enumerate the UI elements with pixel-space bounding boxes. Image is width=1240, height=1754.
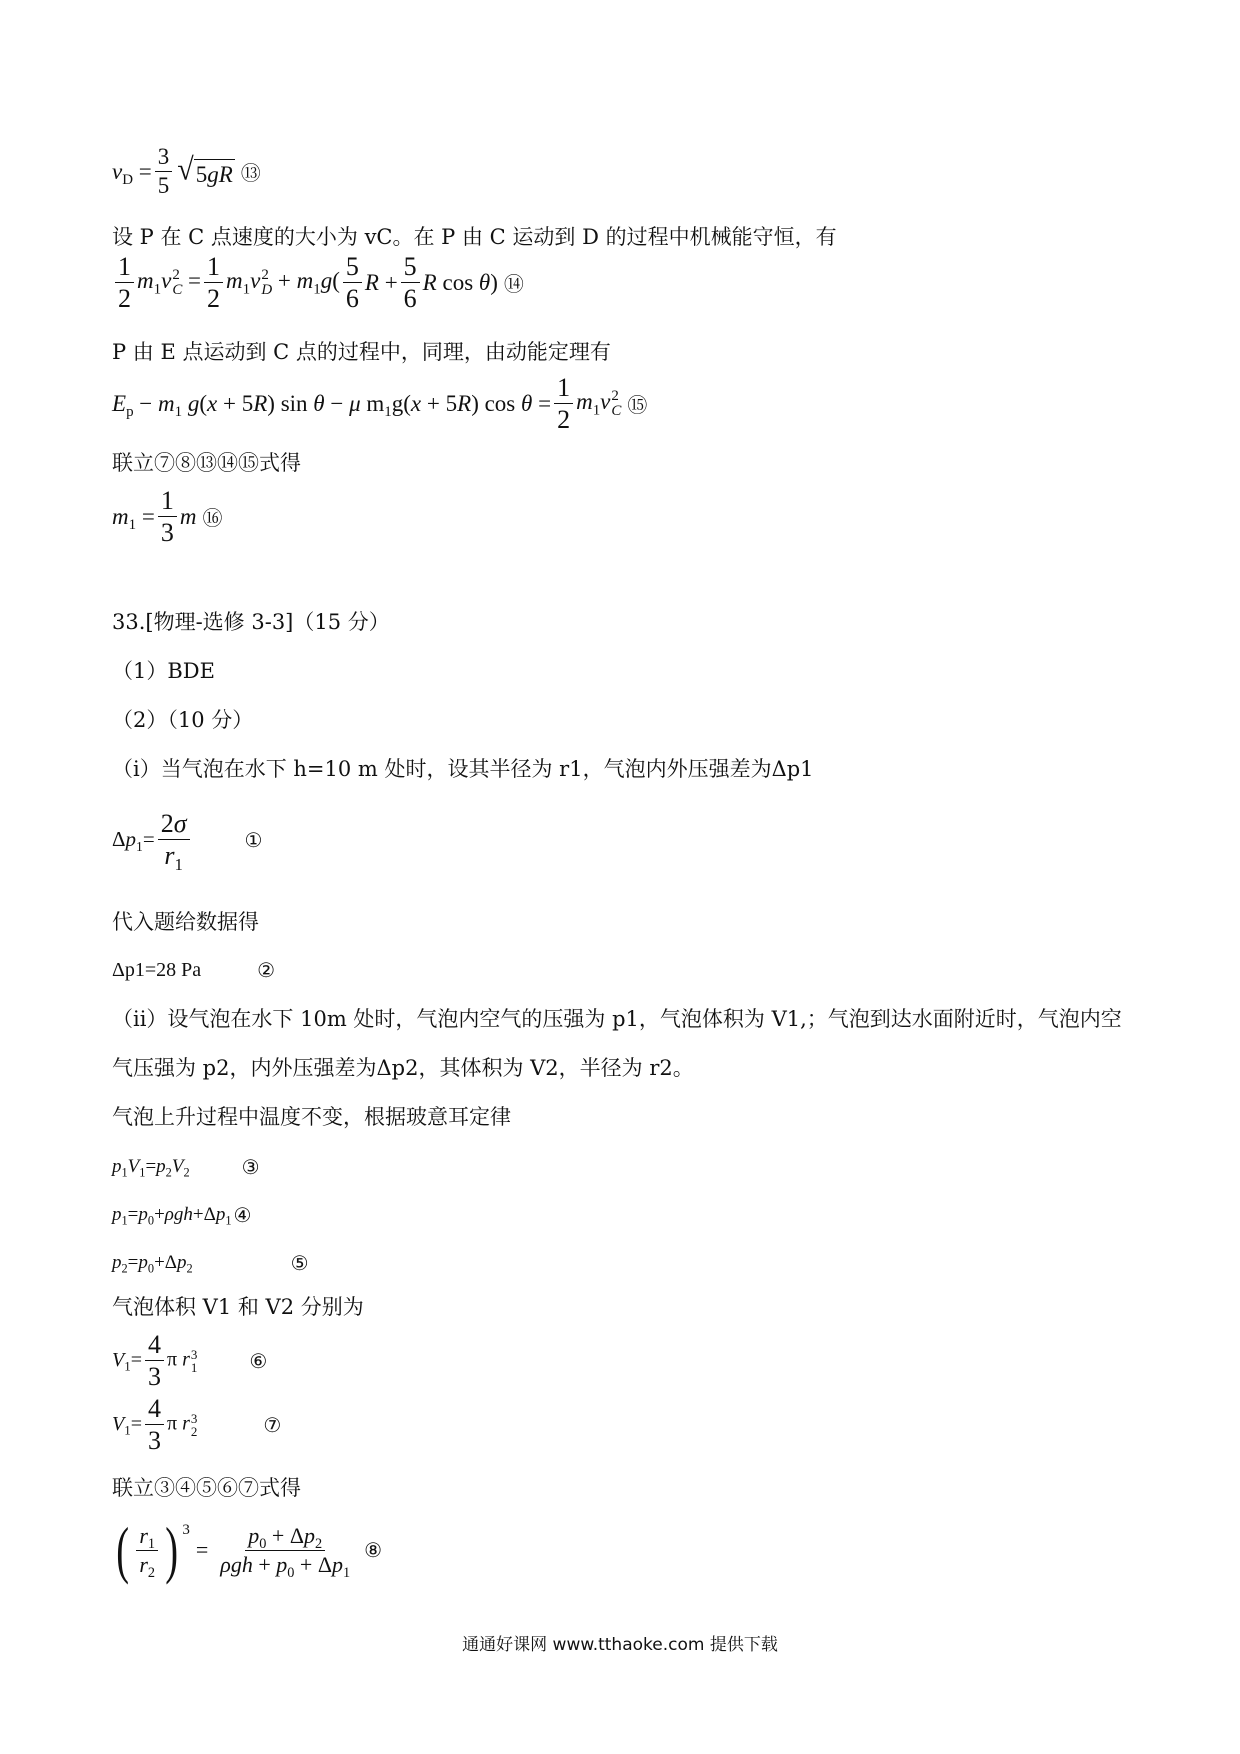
equation-ratio: ( $\frac{r_1}{r_2}$ ) 3 = $\frac{p_0 + \Delta p_2}{\rho gh + p_0 + \Delta p_1}$ ⑧ <box>116 1514 383 1585</box>
equation-energy-conservation: $\frac{1}{2}$ $m_1v$ 2 C = $\frac{1}{2}$ $m_1v$ 2 D + $m_1g$( $\frac{5}{6}$ R + $\frac{5}{6}$ R cos θ) ⑭ <box>112 253 524 313</box>
equation-p1: $p_1=p_0+\rho gh+\Delta p_1$ ④ <box>112 1203 252 1228</box>
text-line-2: P 由 E 点运动到 C 点的过程中，同理，由动能定理有 <box>112 340 611 364</box>
section-heading-33: 33.[物理-选修 3-3]（15 分） <box>112 610 390 634</box>
eq-number-6: ⑥ <box>249 1348 268 1373</box>
footer-credit: 通通好课网 www.tthaoke.com 提供下载 <box>462 1635 778 1655</box>
equation-m1: $m_1$ = $\frac{1}{3}$ m ⑯ <box>112 486 223 548</box>
text-line-ii-b: 气压强为 p2，内外压强差为Δp2，其体积为 V2，半径为 r2。 <box>112 1056 694 1080</box>
answer-part-2-heading: （2）（10 分） <box>112 708 254 732</box>
equation-vd: $v_D$ = $\frac{3}{5}$ √ 5gR ⑬ <box>112 144 261 199</box>
equation-boyle: $p_1V_1=p_2V_2$ ③ <box>112 1155 260 1180</box>
eq-number-14: ⑭ <box>503 272 524 297</box>
text-line-i: （i）当气泡在水下 h=10 m 处时，设其半径为 r1，气泡内外压强差为Δp1 <box>112 757 814 781</box>
equation-v1: $V_1=$ $\frac{4}{3}$ π r 3 1 ⑥ <box>112 1330 268 1392</box>
text-line-ii-a: （ii）设气泡在水下 10m 处时，气泡内空气的压强为 p1，气泡体积为 V1,；气泡到达水面附近时，气泡内空 <box>112 1007 1122 1031</box>
eq-number-3: ③ <box>241 1155 260 1179</box>
text-line-3: 联立⑦⑧⑬⑭⑮式得 <box>112 451 301 475</box>
text-line-volumes: 气泡体积 V1 和 V2 分别为 <box>112 1295 364 1319</box>
text-line-1: 设 P 在 C 点速度的大小为 vC。在 P 由 C 运动到 D 的过程中机械能守恒，有 <box>112 225 837 249</box>
equation-work-energy: $E_p - m_1$ g(x + 5R) sin θ − μ $m_1g(x + 5R)$ cos θ = $\frac{1}{2}$ $m_1v$ 2 C ⑮ <box>112 373 648 435</box>
text-line-boyle: 气泡上升过程中温度不变，根据玻意耳定律 <box>112 1105 511 1129</box>
eq-number-15: ⑮ <box>627 393 648 418</box>
eq-number-1: ① <box>244 827 263 852</box>
eq-number-5: ⑤ <box>290 1251 309 1275</box>
equation-v2: $V_1=$ $\frac{4}{3}$ π r 3 2 ⑦ <box>112 1394 282 1456</box>
equation-delta-p1-value <box>112 958 275 982</box>
text-line-substitute: 代入题给数据得 <box>112 910 259 934</box>
eq-number-13: ⑬ <box>240 161 261 186</box>
eq-number-2: ② <box>257 958 276 982</box>
text-line-combine: 联立③④⑤⑥⑦式得 <box>112 1476 301 1500</box>
eq-number-16: ⑯ <box>202 506 223 531</box>
equation-p2: $p_2=p_0+\Delta p_2$ ⑤ <box>112 1251 309 1276</box>
eq-number-7: ⑦ <box>263 1412 282 1437</box>
eq-number-8: ⑧ <box>364 1538 383 1562</box>
answer-part-1: （1）BDE <box>112 659 215 683</box>
equation-delta-p1: $\Delta p_1=$ $\frac{2\sigma}{r_1}$ ① <box>112 809 263 875</box>
delta-p1-value: Δp1=28 Pa <box>112 958 202 981</box>
eq-number-4: ④ <box>233 1203 252 1227</box>
